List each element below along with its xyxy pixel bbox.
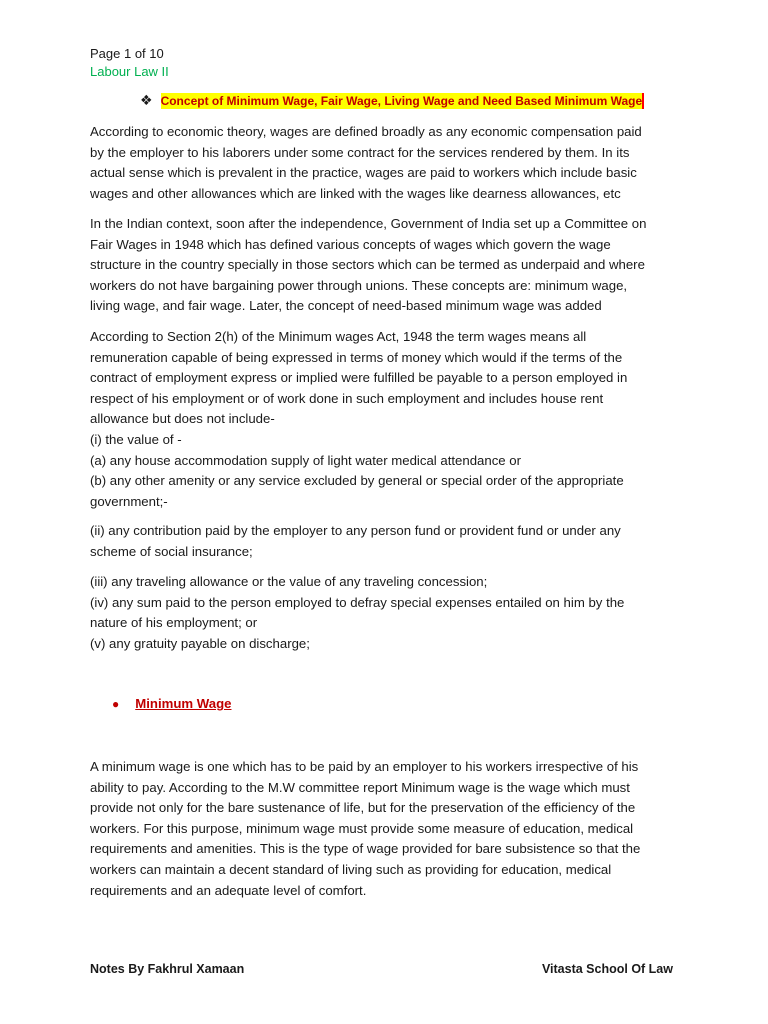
footer-author: Notes By Fakhrul Xamaan [90, 962, 245, 976]
text-line: structure in the country specially in those sectors which can be termed as underpaid and where [90, 257, 645, 273]
text-line: ability to pay. According to the M.W committee report Minimum wage is the wage which must [90, 779, 630, 795]
diamond-bullet-icon: ❖ [140, 92, 153, 108]
footer-institution: Vitasta School Of Law [541, 962, 673, 976]
minimum-wage-subheading [112, 696, 231, 711]
text-line: respect of his employment or of work done in such employment and includes house rent [90, 390, 604, 406]
text-line: A minimum wage is one which has to be paid by an employer to his workers irrespective of his [90, 759, 639, 774]
text-cursor [642, 93, 644, 109]
heading-text: Concept of Minimum Wage, Fair Wage, Living Wage and Need Based Minimum Wage [160, 93, 643, 108]
text-line: (i) the value of - [90, 431, 182, 447]
paragraph-wages-definition [90, 122, 680, 204]
text-line: According to Section 2(h) of the Minimum wages Act, 1948 the term wages means all [90, 329, 587, 344]
text-line: (b) any other amenity or any service excluded by general or special order of the appropriate [90, 473, 624, 489]
text-line: Fair Wages in 1948 which has defined various concepts of wages which govern the wage [90, 236, 611, 252]
text-line: allowance but does not include- [90, 411, 275, 427]
paragraph-section-2h [90, 327, 680, 512]
text-line: requirements and amenities. This is the type of wage provided for bare subsistence so that the [90, 841, 641, 857]
text-line: workers can maintain a decent standard of living such as providing for education, medical [90, 861, 612, 877]
text-line: (iii) any traveling allowance or the value of any traveling concession; [90, 574, 488, 589]
text-line: contract of employment express or implied were fulfilled be payable to a person employed in [90, 370, 628, 386]
text-line: living wage, and fair wage. Later, the concept of need-based minimum wage was added [90, 298, 602, 314]
subheading-text: Minimum Wage [135, 696, 232, 711]
text-line: In the Indian context, soon after the independence, Government of India set up a Committee on [90, 216, 647, 231]
text-line: (ii) any contribution paid by the employer to any person fund or provident fund or under any [90, 523, 621, 538]
text-line: government;- [90, 493, 168, 509]
section-heading [140, 92, 644, 109]
text-line: wages and other allowances which are linked with the wages like dearness allowances, etc [90, 185, 621, 201]
page-number: Page 1 of 10 [90, 46, 164, 61]
text-line: workers do not have bargaining power through unions. These concepts are: minimum wage, [90, 277, 628, 293]
subject-title: Labour Law II [90, 64, 169, 79]
text-line: remuneration capable of being expressed in terms of money which would if the terms of the [90, 349, 623, 365]
paragraph-indian-context [90, 214, 680, 317]
paragraph-exclusions [90, 572, 680, 654]
round-bullet-icon: ● [112, 696, 120, 711]
text-line: (iv) any sum paid to the person employed to defray special expenses entailed on him by the [90, 594, 625, 610]
text-line: (a) any house accommodation supply of light water medical attendance or [90, 452, 522, 468]
text-line: nature of his employment; or [90, 615, 258, 631]
text-line: provide not only for the bare sustenance of life, but for the preservation of the efficiency of the [90, 800, 636, 816]
text-line: According to economic theory, wages are defined broadly as any economic compensation paid [90, 124, 642, 139]
text-line: actual sense which is prevalent in the practice, wages are paid to workers which include basic [90, 165, 637, 181]
text-line: scheme of social insurance; [90, 543, 253, 559]
text-line: (v) any gratuity payable on discharge; [90, 635, 310, 651]
text-line: by the employer to his laborers under some contract for the services rendered by them. In its [90, 144, 630, 160]
text-line: requirements and an adequate level of comfort. [90, 882, 367, 898]
paragraph-contribution [90, 521, 680, 562]
paragraph-minimum-wage [90, 757, 680, 901]
text-line: workers. For this purpose, minimum wage must provide some measure of education, medical [90, 820, 634, 836]
